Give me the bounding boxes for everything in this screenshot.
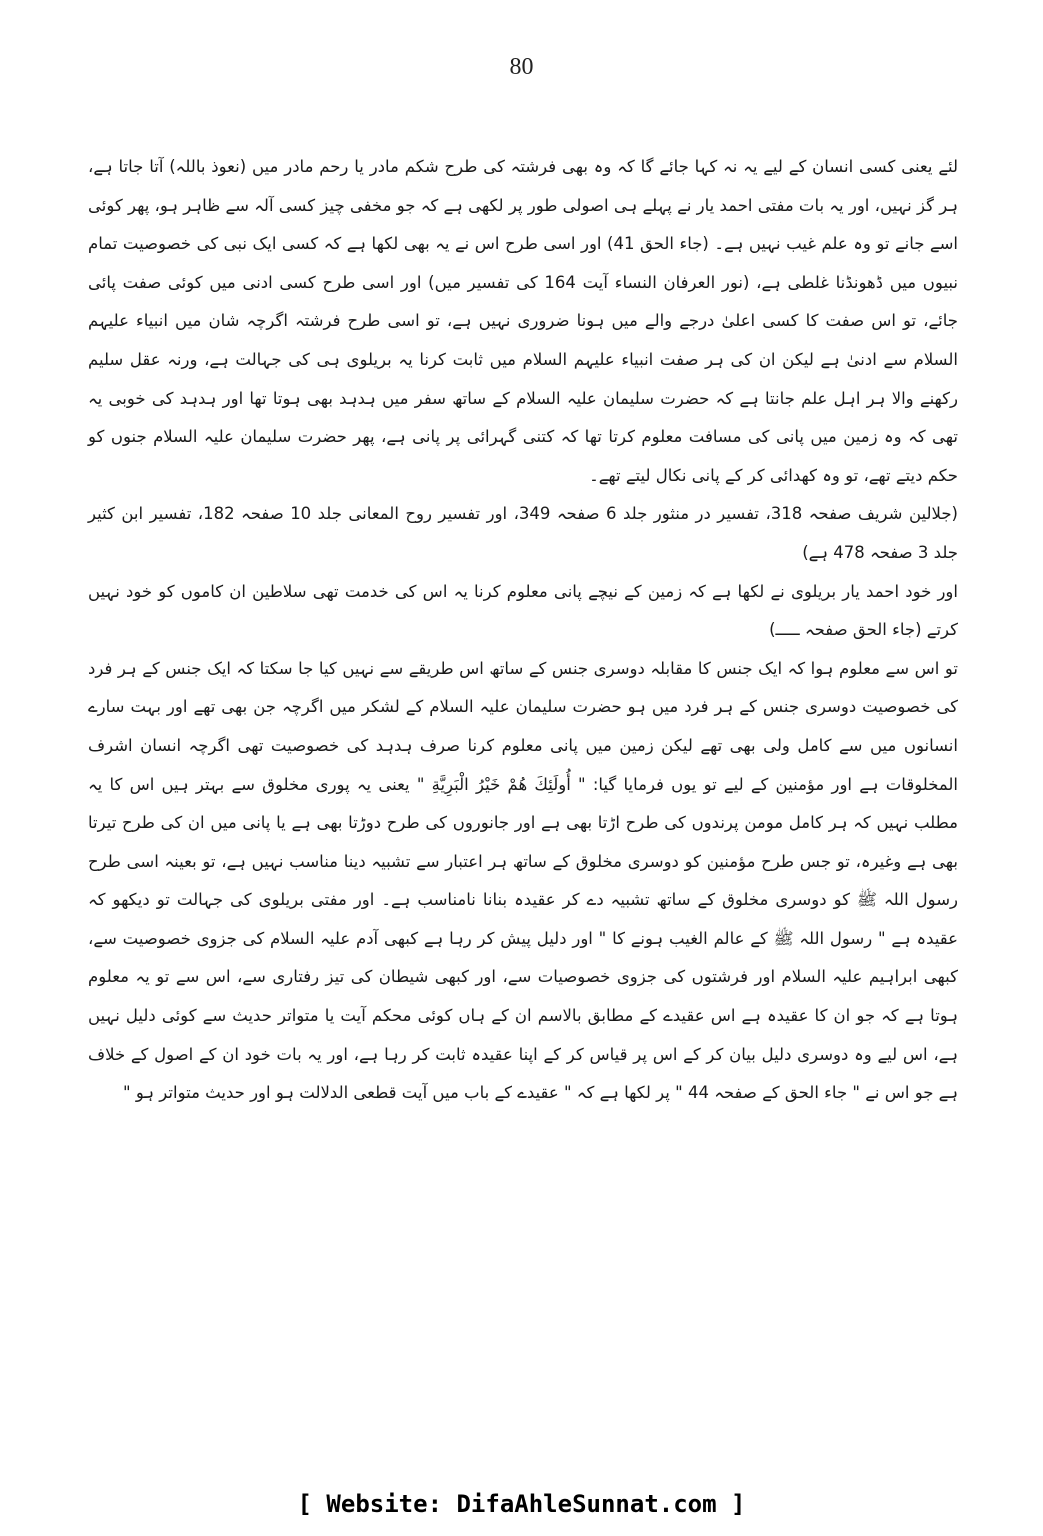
paragraph-2-citation: (جلالین شریف صفحہ 318، تفسیر در منثور جلد 6 صفحہ 349، اور تفسیر روح المعانی جلد 10 صفحہ 182، تفسیر ابن کثیر جلد 3 صفحہ 478 ہے) bbox=[88, 504, 958, 562]
paragraph-3: اور خود احمد یار بریلوی نے لکھا ہے کہ زمین کے نیچے پانی معلوم کرنا یہ اس کی خدمت تھی سلاطین ان کاموں کو خود نہیں کرتے (جاء الحق صفحہ ـــــ) bbox=[88, 581, 958, 640]
page-number: 80 bbox=[509, 54, 534, 80]
paragraph-1: لئے یعنی کسی انسان کے لیے یہ نہ کہا جائے گا کہ وہ بھی فرشتہ کی طرح شکم مادر یا رحم مادر میں (نعوذ باللہ) آتا جاتا ہے، ہر گز نہیں، اور یہ بات مفتی احمد یار نے پہلے ہی اصولی طور پر لکھی ہے کہ جو مخفی چیز کسی آلہ سے ظاہر ہو، پھر کوئی اسے جانے تو وہ علم غیب نہیں ہے۔ (جاء الحق 41) اور اسی طرح اس نے یہ بھی لکھا ہے کہ کسی ایک نبی کی خصوصیت تمام نبیوں میں ڈھونڈنا غلطی ہے، (نور العرفان النساء آیت 164 کی تفسیر میں) اور اسی طرح کسی ادنی میں کوئی صفت پائی جائے، تو اس صفت کا کسی اعلیٰ درجے والے میں ہونا ضروری نہیں ہے، تو اسی طرح فرشتہ اگرچہ شان میں انبیاء علیہم السلام سے ادنیٰ ہے لیکن ان کی ہر صفت انبیاء علیہم السلام میں ثابت کرنا یہ بریلوی ہی کی جہالت ہے، ورنہ عقل سلیم رکھنے والا ہر اہل علم جانتا ہے کہ حضرت سلیمان علیہ السلام کے ساتھ سفر میں ہدہد بھی ہوتا تھا اور ہدہد کی خوبی یہ تھی کہ وہ زمین میں پانی کی مسافت معلوم کرتا تھا کہ کتنی گہرائی پر پانی ہے، پھر حضرت سلیمان علیہ السلام جنوں کو حکم دیتے تھے، تو وہ کھدائی کر کے پانی نکال لیتے تھے۔ bbox=[88, 157, 958, 485]
website-footer: [ Website: DifaAhleSunnat.com ] bbox=[297, 1490, 746, 1518]
paragraph-4: تو اس سے معلوم ہوا کہ ایک جنس کا مقابلہ دوسری جنس کے ساتھ اس طریقے سے نہیں کیا جا سکتا کہ ایک جنس کے ہر فرد کی خصوصیت دوسری جنس کے ہر فرد میں ہو حضرت سلیمان علیہ السلام کے لشکر میں اگرچہ جن بھی تھے اور بہت سارے انسانوں میں سے کامل ولی بھی تھے لیکن زمین میں پانی معلوم کرنا صرف ہدہد کی خصوصیت تھی اگرچہ انسان اشرف المخلوقات ہے اور مؤمنین کے لیے تو یوں فرمایا گیا: " أُولَئِكَ هُمْ خَيْرُ الْبَرِيَّةِ " یعنی یہ پوری مخلوق سے بہتر ہیں اس کا یہ مطلب نہیں کہ ہر کامل مومن پرندوں کی طرح اڑتا بھی ہے اور جانوروں کی طرح دوڑتا بھی ہے یا پانی میں ان کی طرح تیرتا بھی ہے وغیرہ، تو جس طرح مؤمنین کو دوسری مخلوق کے ساتھ ہر اعتبار سے تشبیہ دینا مناسب نہیں ہے، تو بعینہ اسی طرح رسول اللہ ﷺ کو دوسری مخلوق کے ساتھ تشبیہ دے کر عقیدہ بنانا نامناسب ہے۔ اور مفتی بریلوی کی جہالت تو دیکھو کہ عقیدہ ہے " رسول اللہ ﷺ کے عالم الغیب ہونے کا " اور دلیل پیش کر رہا ہے کبھی آدم علیہ السلام کی جزوی خصوصیت سے، کبھی ابراہیم علیہ السلام اور فرشتوں کی جزوی خصوصیات سے، اور کبھی شیطان کی تیز رفتاری سے، اس سے تو یہ معلوم ہوتا ہے کہ جو ان کا عقیدہ ہے اس عقیدے کے مطابق بالاسم ان کے ہاں کوئی محکم آیت یا متواتر حدیث سے کوئی دلیل نہیں ہے، اس لیے وہ دوسری دلیل بیان کر کے اس پر قیاس کر کے اپنا عقیدہ ثابت کر رہا ہے، اور یہ بات خود ان کے اصول کے خلاف ہے جو اس نے " جاء الحق کے صفحہ 44 " پر لکھا ہے کہ " عقیدے کے باب میں آیت قطعی الدلالت ہو اور حدیث متواتر ہو " bbox=[88, 658, 958, 1103]
main-text bbox=[88, 148, 958, 1113]
